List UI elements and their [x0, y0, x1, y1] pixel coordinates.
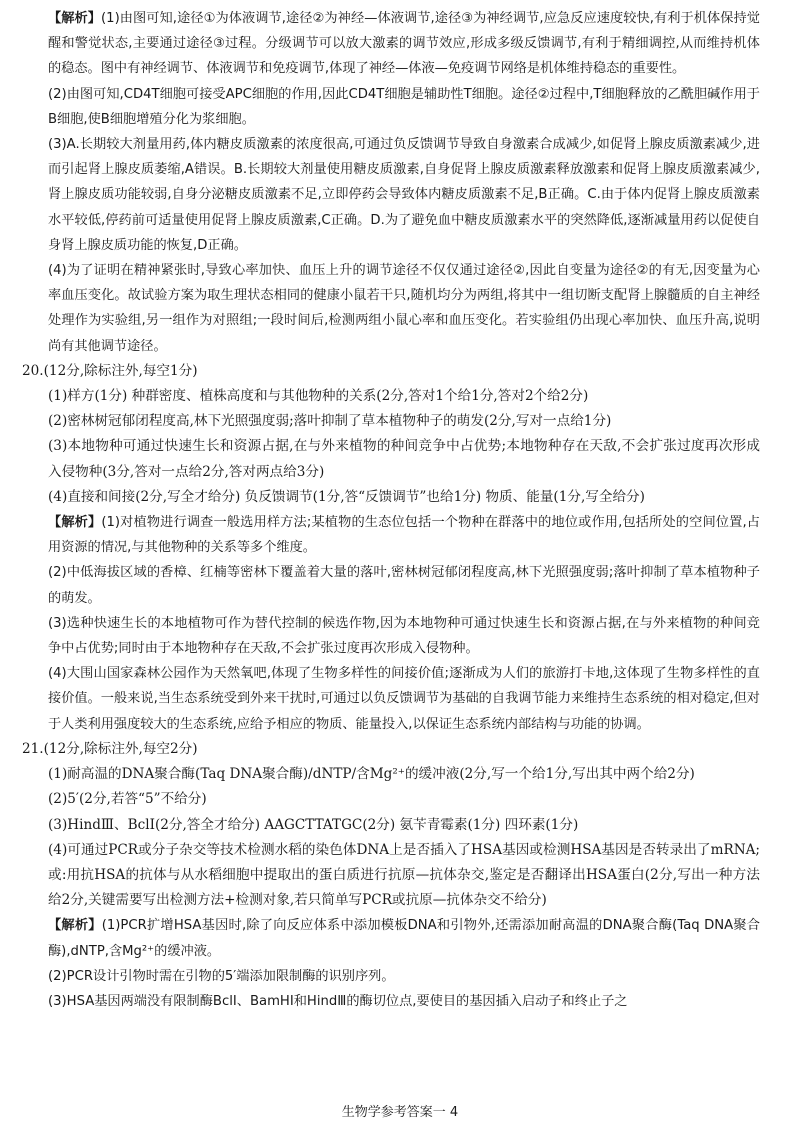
q20-number: 20. [22, 362, 44, 379]
q21-analysis-2: (2)PCR设计引物时需在引物的5′端添加限制酶的识别序列。 [48, 968, 395, 984]
q21-answer-3: (3)HindⅢ、BclⅠ(2分,答全才给分) AAGCTTATGC(2分) 氨苄青霉素(1分) 四环素(1分) [48, 816, 579, 833]
analysis-tag: 【解析】 [48, 918, 102, 934]
q21-answer-2: (2)5′(2分,若答“5”不给分) [48, 791, 207, 808]
q21-scoring-note: (12分,除标注外,每空2分) [43, 740, 198, 757]
q21-analysis-3: (3)HSA基因两端没有限制酶BclⅠ、BamHⅠ和HindⅢ的酶切位点,要使目的基因插入启动子和终止子之 [48, 993, 628, 1009]
q21-analysis-text-1: (1)PCR扩增HSA基因时,除了向反应体系中添加模板DNA和引物外,还需添加耐高温的DNA聚合酶(Taq DNA聚合酶),dNTP,含Mg²⁺的缓冲液。 [48, 918, 760, 959]
q20-scoring-note: (12分,除标注外,每空1分) [43, 362, 198, 379]
q20-answer-4: (4)直接和间接(2分,写全才给分) 负反馈调节(1分,答“反馈调节”也给1分) 物质、能量(1分,写全给分) [48, 488, 645, 505]
q20-analysis-text-1: (1)对植物进行调查一般选用样方法;某植物的生态位包括一个物种在群落中的地位或作用,包括所处的空间位置,占用资源的情况,与其他物种的关系等多个维度。 [48, 515, 760, 556]
q20-analysis-4: (4)大围山国家森林公园作为天然氧吧,体现了生物多样性的间接价值;逐渐成为人们的旅游打卡地,这体现了生物多样性的直接价值。一般来说,当生态系统受到外来干扰时,可通过以负反馈调节为基础的自我调节能力来维持生态系统的相对稳定,但对于人类利用强度较大的生态系统,应给予相应的物质、能量投入,以保证生态系统内部结构与功能的协调。 [48, 666, 760, 732]
q19-analysis-text-1: (1)由图可知,途径①为体液调节,途径②为神经—体液调节,途径③为神经调节,应急反应速度较快,有利于机体保持觉醒和警觉状态,主要通过途径③过程。分级调节可以放大激素的调节效应,形成多级反馈调节,有利于精细调控,从而维持机体的稳态。图中有神经调节、体液调节和免疫调节,体现了神经—体液—免疫调节网络是机体维持稳态的重要性。 [48, 11, 760, 77]
q21-answer-1: (1)耐高温的DNA聚合酶(Taq DNA聚合酶)/dNTP/含Mg²⁺的缓冲液(2分,写一个给1分,写出其中两个给2分) [48, 766, 695, 783]
q19-analysis-p2: (2)由图可知,CD4T细胞可接受APC细胞的作用,因此CD4T细胞是辅助性T细胞。途径②过程中,T细胞释放的乙酰胆碱作用于B细胞,使B细胞增殖分化为浆细胞。 [48, 86, 760, 127]
q19-analysis-p1 [48, 6, 760, 82]
q21-answer-4: (4)可通过PCR或分子杂交等技术检测水稻的染色体DNA上是否插入了HSA基因或检测HSA基因是否转录出了mRNA;或:用抗HSA的抗体与从水稻细胞中提取出的蛋白质进行抗原—抗体杂交,鉴定是否翻译出HSA蛋白(2分,写出一种方法给2分,关键需要写出检测方法+检测对象,若只简单写PCR或抗原—抗体杂交不给分) [48, 841, 760, 909]
q20-answer-1: (1)样方(1分) 种群密度、植株高度和与其他物种的关系(2分,答对1个给1分,答对2个给2分) [48, 388, 589, 405]
page-footer: 生物学参考答案一 4 [341, 1105, 459, 1120]
q20-analysis-2: (2)中低海拔区域的香樟、红楠等密林下覆盖着大量的落叶,密林树冠郁闭程度高,林下光照强度弱;落叶抑制了草本植物种子的萌发。 [48, 565, 760, 606]
q21-number: 21. [22, 740, 44, 757]
q20-analysis-1 [48, 510, 760, 560]
q19-analysis-p4: (4)为了证明在精神紧张时,导致心率加快、血压上升的调节途径不仅仅通过途径②,因此自变量为途径②的有无,因变量为心率血压变化。故试验方案为取生理状态相同的健康小鼠若干只,随机均分为两组,将其中一组切断支配肾上腺髓质的自主神经处理作为实验组,另一组作为对照组;一段时间后,检测两组小鼠心率和血压变化。若实验组仍出现心率加快、血压升高,说明尚有其他调节途径。 [48, 263, 760, 354]
q20-answer-2: (2)密林树冠郁闭程度高,林下光照强度弱;落叶抑制了草本植物种子的萌发(2分,写对一点给1分) [48, 413, 612, 430]
q20-answer-3: (3)本地物种可通过快速生长和资源占据,在与外来植物的种间竞争中占优势;本地物种存在天敌,不会扩张过度再次形成入侵物种(3分,答对一点给2分,答对两点给3分) [48, 438, 760, 480]
q20-analysis-3: (3)选种快速生长的本地植物可作为替代控制的候选作物,因为本地物种可通过快速生长和资源占据,在与外来植物的种间竞争中占优势;同时由于本地物种存在天敌,不会扩张过度再次形成入侵物种。 [48, 615, 760, 657]
q21-header [22, 737, 760, 762]
page-content [22, 6, 760, 1014]
q20-header [22, 359, 760, 384]
q21-analysis-1 [48, 913, 760, 963]
analysis-tag: 【解析】 [48, 515, 102, 531]
q19-analysis-p3: (3)A.长期较大剂量用药,体内糖皮质激素的浓度很高,可通过负反馈调节导致自身激素合成减少,如促肾上腺皮质激素减少,进而引起肾上腺皮质萎缩,A错误。B.长期较大剂量使用糖皮质激素,自身促肾上腺皮质激素释放激素和促肾上腺皮质激素减少,肾上腺皮质功能较弱,自身分泌糖皮质激素不足,立即停药会导致体内糖皮质激素不足,B正确。C.由于体内促肾上腺皮质激素水平较低,停药前可适量使用促肾上腺皮质激素,C正确。D.为了避免血中糖皮质激素水平的突然降低,逐渐减量用药以促使自身肾上腺皮质功能的恢复,D正确。 [48, 137, 760, 253]
analysis-tag: 【解析】 [48, 11, 102, 26]
